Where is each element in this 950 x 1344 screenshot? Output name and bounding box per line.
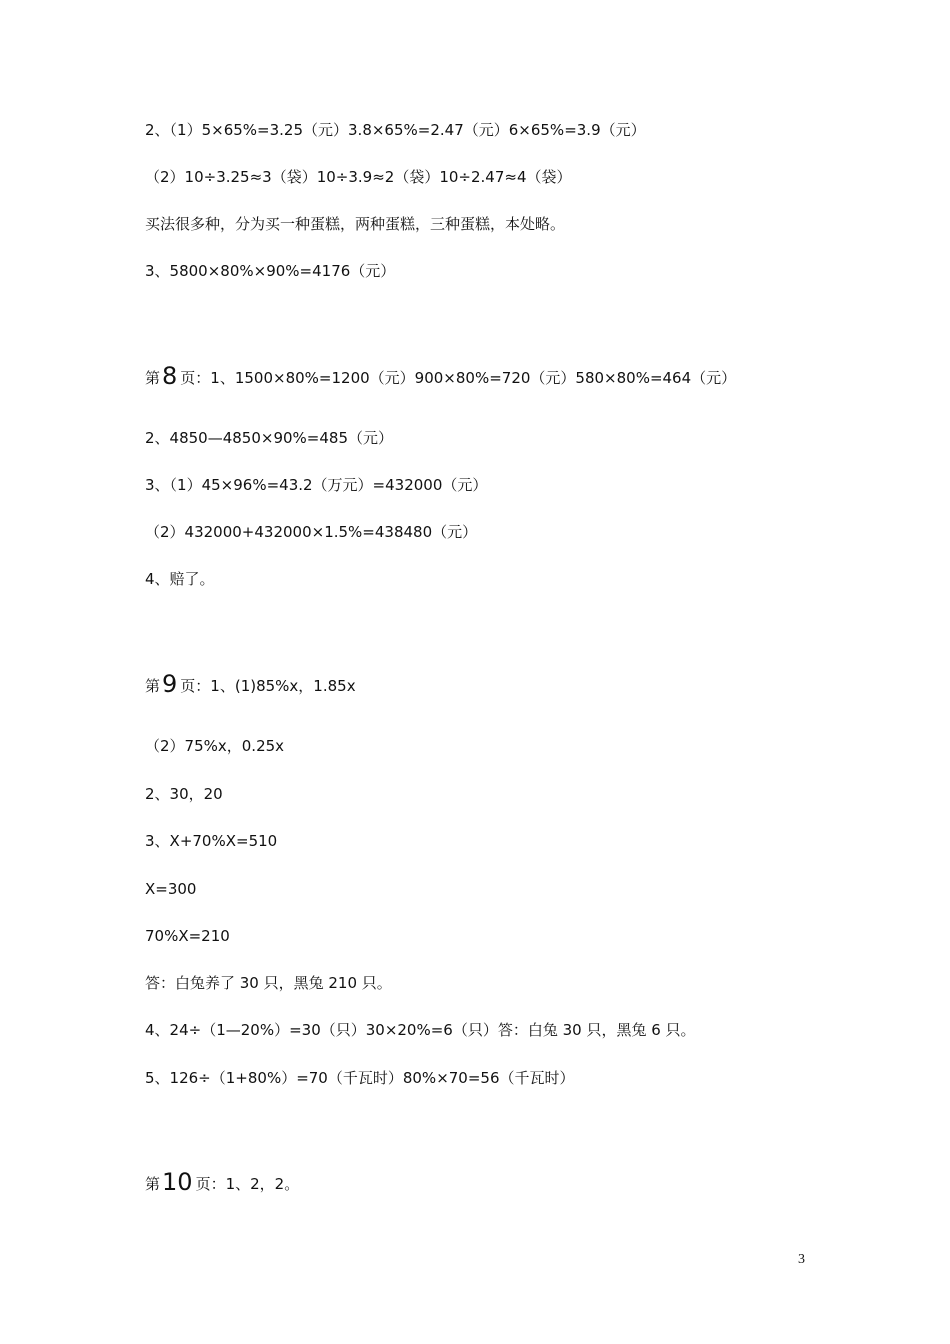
answer-line: 4、24÷（1—20%）=30（只）30×20%=6（只）答：白兔 30 只，黑兔 6 只。	[145, 1021, 696, 1039]
header-prefix: 第	[145, 1175, 161, 1193]
page-9-header	[145, 670, 356, 700]
answer-line: 2、30，20	[145, 785, 223, 803]
header-page-number: 8	[162, 362, 178, 390]
answer-line: （2）10÷3.25≈3（袋）10÷3.9≈2（袋）10÷2.47≈4（袋）	[145, 168, 572, 186]
answer-line: 5、126÷（1+80%）=70（千瓦时）80%×70=56（千瓦时）	[145, 1069, 575, 1087]
page-8-header	[145, 362, 736, 392]
answer-line: 答：白兔养了 30 只，黑兔 210 只。	[145, 974, 392, 992]
answer-line: 70%X=210	[145, 927, 230, 945]
page-number: 3	[798, 1252, 805, 1267]
answer-line: 2、（1）5×65%=3.25（元）3.8×65%=2.47（元）6×65%=3.9（元）	[145, 121, 646, 139]
answer-line: 2、4850—4850×90%=485（元）	[145, 429, 393, 447]
answer-line: 3、（1）45×96%=43.2（万元）=432000（元）	[145, 476, 488, 494]
answer-line: （2）75%x，0.25x	[145, 737, 285, 755]
answer-line: （2）432000+432000×1.5%=438480（元）	[145, 523, 478, 541]
header-page-number: 10	[162, 1168, 193, 1196]
answer-line: 3、X+70%X=510	[145, 832, 278, 850]
header-prefix: 第	[145, 677, 161, 695]
header-prefix: 第	[145, 369, 161, 387]
header-text: 页：1、1500×80%=1200（元）900×80%=720（元）580×80%=464（元）	[180, 369, 737, 387]
answer-line: 3、5800×80%×90%=4176（元）	[145, 262, 396, 280]
header-text: 页：1、2，2。	[195, 1175, 300, 1193]
answer-line: 4、赔了。	[145, 570, 215, 588]
header-text: 页：1、(1)85%x，1.85x	[180, 677, 356, 695]
answer-line: X=300	[145, 880, 197, 898]
answer-line: 买法很多种，分为买一种蛋糕，两种蛋糕，三种蛋糕，本处略。	[145, 215, 566, 233]
page-10-header	[145, 1168, 299, 1198]
header-page-number: 9	[162, 670, 178, 698]
